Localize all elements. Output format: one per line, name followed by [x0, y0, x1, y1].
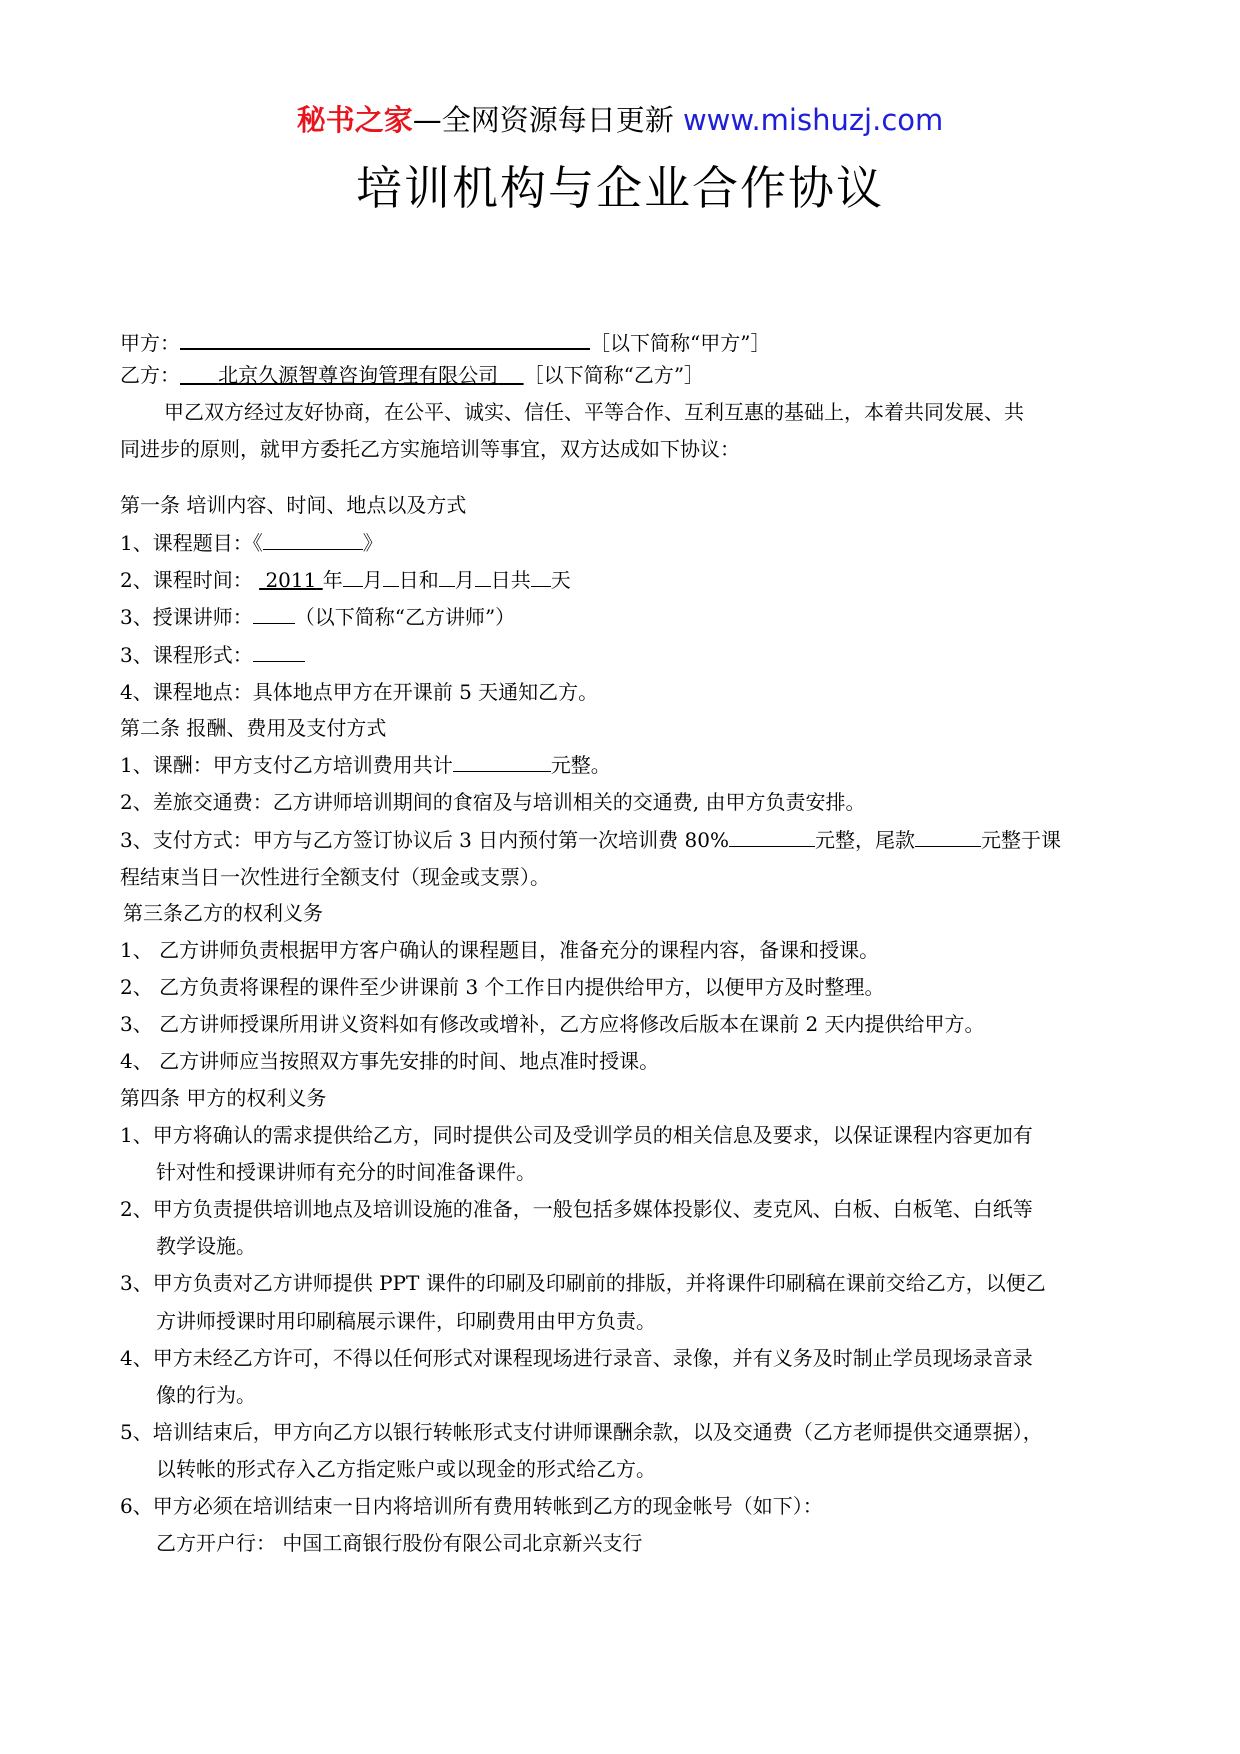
year-unit: 年: [322, 568, 343, 592]
article-4-line: 5、培训结束后，甲方向乙方以银行转帐形式支付讲师课酬余款，以及交通费（乙方老师提供交通票据），: [120, 1420, 1043, 1444]
party-a-label: 甲方：: [120, 331, 180, 355]
lecturer-label: 3、授课讲师：: [120, 605, 253, 629]
article-4-line: 像的行为。: [156, 1383, 256, 1407]
brand-name: 秘书之家: [296, 103, 413, 137]
banner-tagline: —全网资源每日更新: [412, 103, 683, 137]
course-title-blank[interactable]: [263, 529, 363, 550]
month-1-unit: 月: [362, 568, 383, 592]
day-2-unit: 日共: [490, 568, 531, 592]
month-1-blank[interactable]: [343, 566, 363, 587]
article-4-line: 4、甲方未经乙方许可，不得以任何形式对课程现场进行录音、录像，并有义务及时制止学员现场录音录: [120, 1346, 1033, 1370]
month-2-unit: 月: [454, 568, 475, 592]
article-4-line: 2、甲方负责提供培训地点及培训设施的准备，一般包括多媒体投影仪、麦克风、白板、白板笔、白纸等: [120, 1197, 1033, 1221]
article-2-heading: 第二条 报酬、费用及支付方式: [120, 716, 387, 740]
course-title-line: [120, 528, 383, 558]
course-form-blank[interactable]: [253, 641, 305, 662]
article-4-line: 6、甲方必须在培训结束一日内将培训所有费用转帐到乙方的现金帐号（如下）：: [120, 1494, 823, 1518]
article-4-line: 3、甲方负责对乙方讲师提供 PPT 课件的印刷及印刷前的排版，并将课件印刷稿在课前交给乙方，以便乙: [120, 1271, 1046, 1295]
total-days-blank[interactable]: [531, 566, 551, 587]
course-time-line: [120, 565, 571, 595]
course-title-close: 》: [362, 531, 383, 555]
course-location-line: 4、课程地点：具体地点甲方在开课前 5 天通知乙方。: [120, 680, 599, 704]
lecturer-suffix: （以下简称“乙方讲师”）: [294, 605, 516, 629]
day-1-blank[interactable]: [383, 566, 399, 587]
article-3-item: 2、 乙方负责将课程的课件至少讲课前 3 个工作日内提供给甲方，以便甲方及时整理。: [120, 975, 885, 999]
party-b-label: 乙方：: [120, 363, 180, 387]
article-3-item: 3、 乙方讲师授课所用讲义资料如有修改或增补，乙方应将修改后版本在课前 2 天内提供给甲方。: [120, 1012, 985, 1036]
party-b-name-text: 北京久源智尊咨询管理有限公司: [218, 363, 499, 387]
lecturer-blank[interactable]: [253, 603, 295, 624]
fee-line: [120, 750, 611, 780]
course-title-label: 1、课程题目：《: [120, 531, 263, 555]
day-2-blank[interactable]: [475, 566, 491, 587]
article-4-line: 以转帐的形式存入乙方指定账户或以现金的形式给乙方。: [156, 1457, 656, 1481]
party-a-suffix: ［以下简称“甲方”］: [590, 331, 771, 355]
document-title: 培训机构与企业合作协议: [356, 161, 884, 215]
article-4-line: 1、甲方将确认的需求提供给乙方，同时提供公司及受训学员的相关信息及要求，以保证课程内容更加有: [120, 1123, 1033, 1147]
fee-unit: 元整。: [550, 753, 611, 777]
intro-line-1: 甲乙双方经过友好协商，在公平、诚实、信任、平等合作、互利互惠的基础上，本着共同发展、共: [164, 400, 1024, 424]
article-4-line: 教学设施。: [156, 1234, 256, 1258]
balance-label: 元整，尾款: [814, 828, 915, 852]
party-a-name-blank[interactable]: [180, 328, 590, 350]
fee-label: 1、课酬：甲方支付乙方培训费用共计: [120, 753, 453, 777]
payment-label: 3、支付方式：甲方与乙方签订协议后 3 日内预付第一次培训费 80%: [120, 828, 729, 852]
article-3-heading: 第三条乙方的权利义务: [123, 901, 323, 925]
intro-line-2: 同进步的原则，就甲方委托乙方实施培训等事宜，双方达成如下协议：: [120, 437, 740, 461]
course-form-label: 3、课程形式：: [120, 643, 253, 667]
month-2-blank[interactable]: [439, 566, 455, 587]
payment-line-1: [120, 825, 1061, 855]
party-b-line: [120, 360, 704, 390]
article-4-line: 针对性和授课讲师有充分的时间准备课件。: [156, 1160, 536, 1184]
article-3-item: 1、 乙方讲师负责根据甲方客户确认的课程题目，准备充分的课程内容，备课和授课。: [120, 938, 880, 962]
course-form-line: [120, 640, 305, 670]
party-b-suffix: ［以下简称“乙方”］: [523, 363, 705, 387]
travel-line: 2、差旅交通费：乙方讲师培训期间的食宿及与培训相关的交通费, 由甲方负责安排。: [120, 790, 866, 814]
prepay-blank[interactable]: [729, 826, 815, 847]
course-time-label: 2、课程时间：: [120, 568, 253, 592]
party-a-line: [120, 328, 770, 358]
bank-line: 乙方开户行： 中国工商银行股份有限公司北京新兴支行: [156, 1531, 643, 1555]
balance-blank[interactable]: [915, 826, 981, 847]
party-b-name: [180, 363, 524, 387]
lecturer-line: [120, 602, 515, 632]
balance-unit: 元整于课: [980, 828, 1061, 852]
site-banner: [0, 100, 1240, 140]
article-1-heading: 第一条 培训内容、时间、地点以及方式: [120, 493, 467, 517]
article-3-item: 4、 乙方讲师应当按照双方事先安排的时间、地点准时授课。: [120, 1049, 660, 1073]
day-1-unit: 日和: [398, 568, 439, 592]
course-year: [259, 568, 323, 592]
course-year-value: 2011: [265, 568, 317, 592]
payment-line-2: 程结束当日一次性进行全额支付（现金或支票）。: [120, 865, 550, 889]
site-url-link[interactable]: www.mishuzj.com: [682, 103, 944, 137]
article-4-heading: 第四条 甲方的权利义务: [120, 1086, 327, 1110]
fee-blank[interactable]: [453, 751, 551, 772]
article-4-line: 方讲师授课时用印刷稿展示课件，印刷费用由甲方负责。: [156, 1309, 656, 1333]
days-unit: 天: [550, 568, 571, 592]
